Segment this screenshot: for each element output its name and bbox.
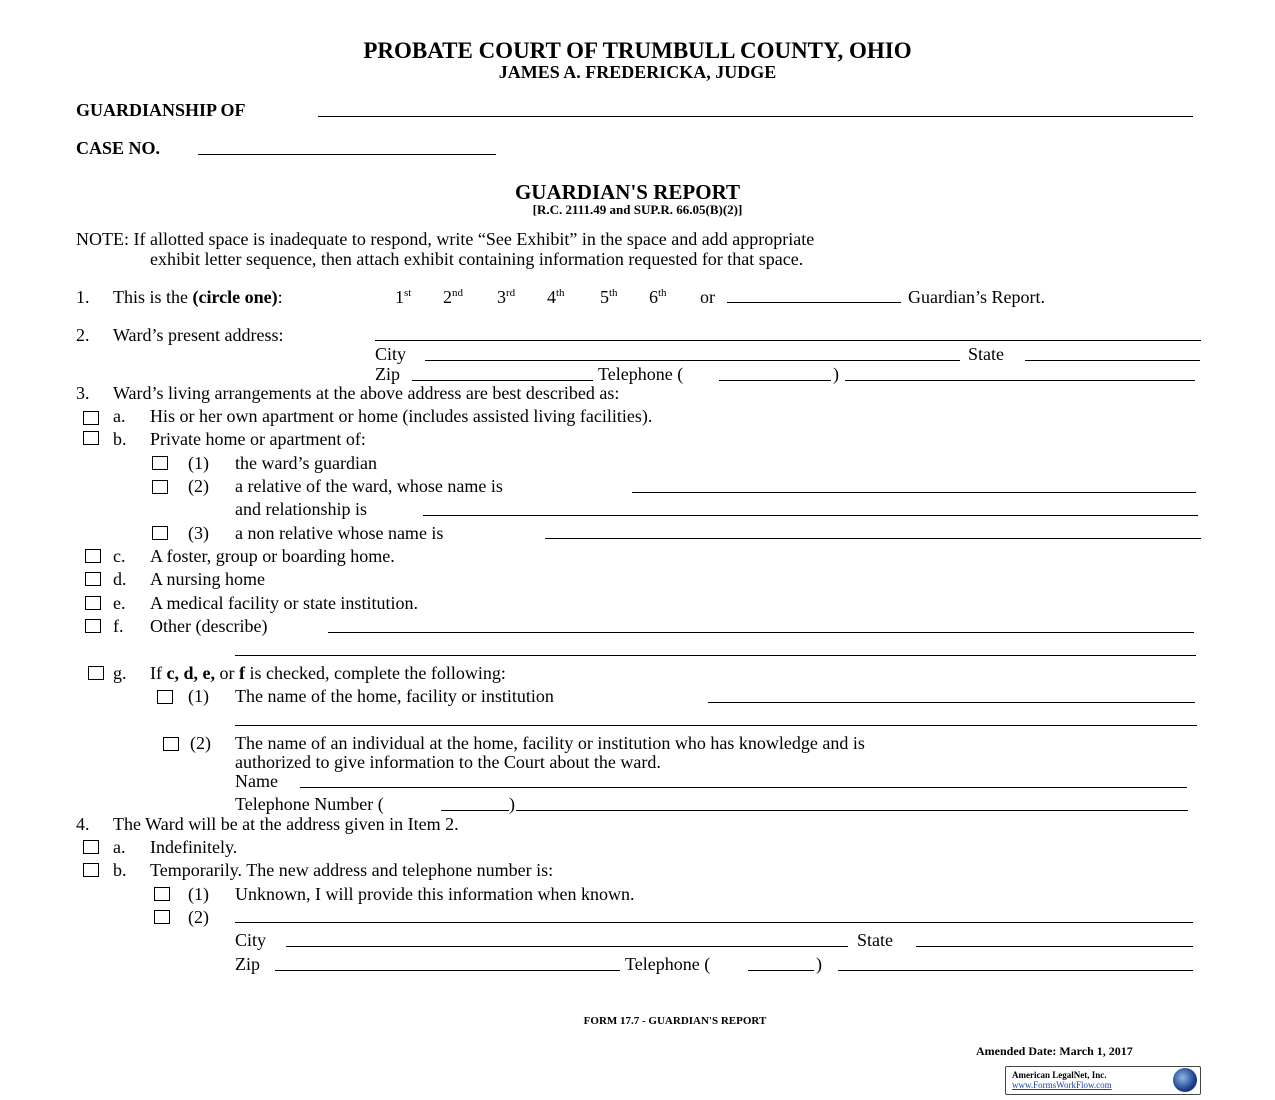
ordinal-5th[interactable]: 5th bbox=[600, 287, 618, 307]
ward-zip-field[interactable] bbox=[412, 380, 593, 381]
item3d-letter: d. bbox=[113, 569, 127, 589]
item3c-text: A foster, group or boarding home. bbox=[150, 546, 395, 566]
court-name: PROBATE COURT OF TRUMBULL COUNTY, OHIO bbox=[363, 38, 912, 63]
item3g2-checkbox[interactable] bbox=[163, 737, 179, 751]
case-no-label: CASE NO. bbox=[76, 138, 161, 158]
item3g2-text1: The name of an individual at the home, facility or institution who has knowledge and is bbox=[235, 733, 865, 753]
item3b-text: Private home or apartment of: bbox=[150, 429, 366, 449]
item2-number: 2. bbox=[76, 325, 90, 345]
item3b-checkbox[interactable] bbox=[83, 431, 99, 445]
item4b-text: Temporarily. The new address and telephone number is: bbox=[150, 860, 554, 880]
item4-zip-label: Zip bbox=[235, 954, 260, 974]
new-state-field[interactable] bbox=[916, 946, 1193, 947]
item4b1-num: (1) bbox=[188, 884, 209, 904]
item3b1-text: the ward’s guardian bbox=[235, 453, 377, 473]
guardianship-field[interactable] bbox=[318, 116, 1193, 117]
item1-suffix: Guardian’s Report. bbox=[908, 287, 1045, 307]
item3b3-text: a non relative whose name is bbox=[235, 523, 444, 543]
item3d-text: A nursing home bbox=[150, 569, 265, 589]
item4-number: 4. bbox=[76, 814, 90, 834]
ward-address-field[interactable] bbox=[375, 340, 1201, 341]
new-city-field[interactable] bbox=[286, 946, 848, 947]
guardianship-label: GUARDIANSHIP OF bbox=[76, 100, 246, 120]
item1-other-field[interactable] bbox=[727, 302, 901, 303]
item2-telephone-label: Telephone ( bbox=[598, 364, 684, 384]
item3g2-text2: authorized to give information to the Court about the ward. bbox=[235, 752, 661, 772]
new-telephone-field[interactable] bbox=[838, 970, 1193, 971]
ordinal-4th[interactable]: 4th bbox=[547, 287, 565, 307]
item3f-letter: f. bbox=[113, 616, 124, 636]
item3b3-checkbox[interactable] bbox=[152, 526, 168, 540]
item2-zip-label: Zip bbox=[375, 364, 400, 384]
facility-name-field[interactable] bbox=[708, 702, 1195, 703]
item1-text bbox=[113, 287, 283, 308]
item3b1-checkbox[interactable] bbox=[152, 456, 168, 470]
ward-state-field[interactable] bbox=[1025, 360, 1200, 361]
item3g-rest: is checked, complete the following: bbox=[249, 663, 506, 683]
item3g2-paren-close: ) bbox=[509, 794, 515, 814]
item2-label: Ward’s present address: bbox=[113, 325, 284, 345]
item3b2-checkbox[interactable] bbox=[152, 480, 168, 494]
item1-or: or bbox=[700, 287, 715, 307]
relationship-field[interactable] bbox=[423, 515, 1198, 516]
form-title: GUARDIAN'S REPORT bbox=[514, 180, 741, 204]
item3g-or: or bbox=[219, 663, 235, 683]
new-address-field[interactable] bbox=[235, 922, 1193, 923]
ward-telephone-field[interactable] bbox=[845, 380, 1195, 381]
contact-name-field[interactable] bbox=[300, 787, 1187, 788]
item3g-f: f bbox=[239, 663, 245, 683]
item3b2-text: a relative of the ward, whose name is bbox=[235, 476, 503, 496]
item3a-checkbox[interactable] bbox=[83, 411, 99, 425]
logo-url-link[interactable]: www.FormsWorkFlow.com bbox=[1012, 1080, 1112, 1090]
other-describe-field[interactable] bbox=[328, 632, 1194, 633]
ordinal-2nd[interactable]: 2nd bbox=[443, 287, 463, 307]
item3d-checkbox[interactable] bbox=[85, 572, 101, 586]
contact-telephone-field[interactable] bbox=[516, 810, 1188, 811]
item4-label: The Ward will be at the address given in Item 2. bbox=[113, 814, 459, 834]
item4b1-checkbox[interactable] bbox=[154, 887, 170, 901]
item3g1-checkbox[interactable] bbox=[157, 690, 173, 704]
ordinal-1st[interactable]: 1st bbox=[395, 287, 412, 307]
item1-circle-one: (circle one) bbox=[192, 287, 278, 307]
item1-label: This is the bbox=[113, 287, 188, 307]
item3e-letter: e. bbox=[113, 593, 126, 613]
item2-state-label: State bbox=[968, 344, 1004, 364]
item4b2-checkbox[interactable] bbox=[154, 910, 170, 924]
item3f-text: Other (describe) bbox=[150, 616, 268, 636]
item3g2-num: (2) bbox=[190, 733, 211, 753]
item3a-letter: a. bbox=[113, 406, 126, 426]
item3g-letters: c, d, e, bbox=[166, 663, 215, 683]
item3g-letter: g. bbox=[113, 663, 127, 683]
form-number: FORM 17.7 - GUARDIAN'S REPORT bbox=[583, 1015, 767, 1027]
item4b-checkbox[interactable] bbox=[83, 863, 99, 877]
item3b2-num: (2) bbox=[188, 476, 209, 496]
globe-icon bbox=[1173, 1068, 1197, 1092]
logo-company-name: American LegalNet, Inc. bbox=[1012, 1070, 1107, 1080]
note-line-1: NOTE: If allotted space is inadequate to respond, write “See Exhibit” in the space and add appropriate bbox=[76, 229, 815, 249]
item4-city-label: City bbox=[235, 930, 267, 950]
american-legalnet-logo[interactable] bbox=[1005, 1066, 1201, 1095]
facility-name-field-2[interactable] bbox=[235, 725, 1197, 726]
item1-colon: : bbox=[277, 287, 283, 307]
item4b2-num: (2) bbox=[188, 907, 209, 927]
item4-telephone-label: Telephone ( bbox=[625, 954, 711, 974]
ordinal-3rd[interactable]: 3rd bbox=[497, 287, 516, 307]
item3f-checkbox[interactable] bbox=[85, 619, 101, 633]
case-no-field[interactable] bbox=[198, 154, 496, 155]
note-line-2: exhibit letter sequence, then attach exhibit containing information requested for that space. bbox=[150, 249, 804, 269]
ward-area-code-field[interactable] bbox=[719, 380, 831, 381]
item4b1-text: Unknown, I will provide this information when known. bbox=[235, 884, 635, 904]
new-zip-field[interactable] bbox=[275, 970, 620, 971]
item3g-text bbox=[150, 663, 506, 684]
item3g-if: If bbox=[150, 663, 162, 683]
nonrelative-name-field[interactable] bbox=[545, 538, 1201, 539]
item3e-text: A medical facility or state institution. bbox=[150, 593, 418, 613]
item3b3-num: (3) bbox=[188, 523, 209, 543]
amended-date: Amended Date: March 1, 2017 bbox=[976, 1044, 1133, 1058]
item4a-text: Indefinitely. bbox=[150, 837, 238, 857]
item3g-checkbox[interactable] bbox=[88, 666, 104, 680]
item4a-checkbox[interactable] bbox=[83, 840, 99, 854]
item4-paren-close: ) bbox=[816, 954, 822, 974]
new-area-code-field[interactable] bbox=[748, 970, 814, 971]
item3g1-num: (1) bbox=[188, 686, 209, 706]
item4-state-label: State bbox=[857, 930, 893, 950]
item3-number: 3. bbox=[76, 383, 90, 403]
item4b-letter: b. bbox=[113, 860, 127, 880]
item1-number: 1. bbox=[76, 287, 90, 307]
ward-city-field[interactable] bbox=[425, 360, 960, 361]
form-citation: [R.C. 2111.49 and SUP.R. 66.05(B)(2)] bbox=[532, 202, 743, 217]
ordinal-6th[interactable]: 6th bbox=[649, 287, 667, 307]
other-describe-field-2[interactable] bbox=[235, 655, 1196, 656]
item3e-checkbox[interactable] bbox=[85, 596, 101, 610]
relative-name-field[interactable] bbox=[632, 492, 1196, 493]
item2-city-label: City bbox=[375, 344, 407, 364]
item4a-letter: a. bbox=[113, 837, 126, 857]
item2-paren-close: ) bbox=[833, 364, 839, 384]
item3b2-relationship-label: and relationship is bbox=[235, 499, 367, 519]
item3b1-num: (1) bbox=[188, 453, 209, 473]
item3c-checkbox[interactable] bbox=[85, 549, 101, 563]
item3b-letter: b. bbox=[113, 429, 127, 449]
item3c-letter: c. bbox=[113, 546, 126, 566]
item3g2-name-label: Name bbox=[235, 771, 278, 791]
contact-area-code-field[interactable] bbox=[441, 810, 509, 811]
item3a-text: His or her own apartment or home (includes assisted living facilities). bbox=[150, 406, 653, 426]
item3g2-phone-label: Telephone Number ( bbox=[235, 794, 384, 814]
item3-label: Ward’s living arrangements at the above address are best described as: bbox=[113, 383, 620, 403]
item3g1-text: The name of the home, facility or institution bbox=[235, 686, 554, 706]
judge-name: JAMES A. FREDERICKA, JUDGE bbox=[498, 62, 777, 82]
